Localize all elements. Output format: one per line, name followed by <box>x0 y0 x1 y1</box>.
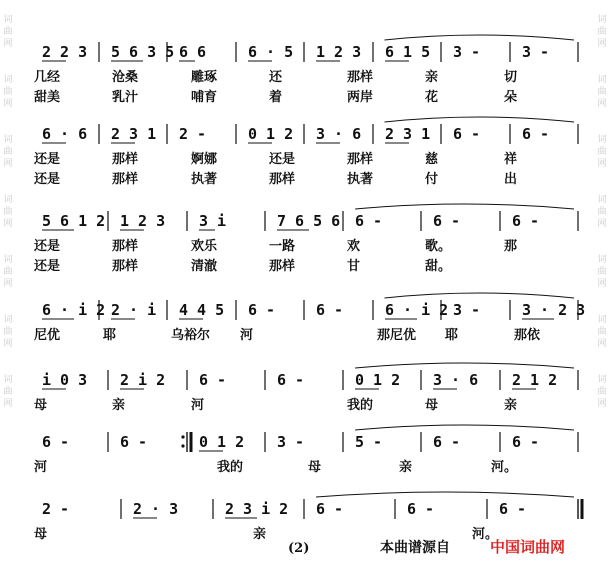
lyric-segment: 执著 <box>347 172 374 187</box>
repeat-dot <box>181 435 184 438</box>
watermark-char: 词 <box>597 15 607 25</box>
slur-arc <box>385 117 575 122</box>
measure-notes: 2 3 1 <box>111 125 157 143</box>
measure-notes: 3 i <box>199 212 227 230</box>
watermark-char: 曲 <box>597 327 607 337</box>
notation-row <box>34 209 582 231</box>
lyric-line <box>34 255 582 273</box>
watermark-group <box>0 314 16 350</box>
measure-notes: 2 3 i 2 <box>225 500 289 518</box>
lyric-segment: 乳汁 <box>112 90 139 105</box>
measure-notes: 2 - <box>179 125 207 143</box>
watermark-char: 网 <box>597 339 607 349</box>
notation-row <box>34 368 582 390</box>
slur-arc <box>355 363 574 368</box>
measure-notes: 5 - <box>355 433 383 451</box>
notation-row <box>34 298 586 320</box>
lyric-segment: 雕琢 <box>191 70 218 85</box>
lyric-line <box>34 168 582 186</box>
lyric-segment: 那样 <box>112 259 139 274</box>
lyric-segment: 尼优 <box>34 328 61 343</box>
measure-notes: 5 6 3 5 <box>111 43 175 61</box>
lyric-segment: 还是 <box>34 172 61 187</box>
lyric-segment: 那依 <box>514 328 541 343</box>
lyric-segment: 欢乐 <box>191 239 218 254</box>
lyric-segment: 亲 <box>425 70 439 85</box>
watermark-char: 曲 <box>3 147 13 157</box>
measure-notes: 6 · i 2 <box>385 301 449 319</box>
watermark-char: 词 <box>597 195 607 205</box>
measure-notes: 3 · 6 <box>316 125 362 143</box>
lyric-segment: 清澈 <box>191 259 218 274</box>
lyric-segment: 那样 <box>347 152 374 167</box>
watermark-char: 网 <box>3 39 13 49</box>
watermark-char: 词 <box>597 135 607 145</box>
lyric-segment: 慈 <box>425 152 439 167</box>
watermark-char: 词 <box>597 75 607 85</box>
watermark-char: 网 <box>3 159 13 169</box>
measure-notes: 6 - <box>199 371 227 389</box>
lyric-segment: 我的 <box>347 398 374 413</box>
watermark-left <box>0 0 16 582</box>
lyric-segment: 还是 <box>34 239 61 254</box>
lyric-segment: 付 <box>425 172 439 187</box>
measure-notes: 6 - <box>433 212 461 230</box>
measure-notes: 7 6 5 6 <box>277 212 341 230</box>
watermark-char: 曲 <box>3 27 13 37</box>
lyric-segment: 亲 <box>504 398 518 413</box>
watermark-char: 词 <box>3 15 13 25</box>
lyric-line <box>34 148 582 166</box>
watermark-char: 网 <box>597 159 607 169</box>
lyric-segment: 乌裕尔 <box>171 328 211 343</box>
watermark-char: 网 <box>597 219 607 229</box>
watermark-char: 曲 <box>597 207 607 217</box>
notation-svg <box>34 497 582 523</box>
measure-notes: 6 - <box>512 212 540 230</box>
measure-notes: 6 - <box>316 301 344 319</box>
watermark-char: 词 <box>3 135 13 145</box>
measure-notes: 2 - <box>42 500 70 518</box>
lyric-segment: 甜。 <box>425 259 452 274</box>
measure-notes: 5 6 1 2 <box>42 212 106 230</box>
lyric-line <box>34 66 582 84</box>
lyric-segment: 那样 <box>112 152 139 167</box>
measure-notes: 3 - <box>522 43 550 61</box>
measure-notes: i 0 3 <box>42 371 88 389</box>
lyric-segment: 河。 <box>491 460 518 475</box>
measure-notes: 2 · 3 <box>133 500 179 518</box>
notation-svg <box>34 430 582 456</box>
watermark-group <box>0 374 16 410</box>
lyric-segment: 朵 <box>504 90 518 105</box>
notation-svg <box>34 298 586 324</box>
lyric-segment: 还 <box>269 70 283 85</box>
lyric-segment: 那 <box>504 239 518 254</box>
measure-notes: 6 - <box>453 125 481 143</box>
measure-notes: 6 6 <box>179 43 207 61</box>
watermark-group <box>0 14 16 50</box>
lyric-segment: 欢 <box>347 239 361 254</box>
lyric-line <box>34 394 582 412</box>
lyric-segment: 还是 <box>269 152 296 167</box>
measure-notes: 3 - <box>453 301 481 319</box>
watermark-char: 词 <box>597 255 607 265</box>
lyric-segment: 两岸 <box>347 90 374 105</box>
lyric-segment: 歌。 <box>425 239 452 254</box>
measure-notes: 4 4 5 <box>179 301 225 319</box>
watermark-char: 曲 <box>3 87 13 97</box>
watermark-char: 网 <box>3 339 13 349</box>
measure-notes: 1 2 3 <box>120 212 166 230</box>
measure-notes: 0 1 2 <box>199 433 245 451</box>
slur-arc <box>355 204 574 209</box>
repeat-dot <box>181 444 184 447</box>
measure-notes: 6 - <box>355 212 383 230</box>
watermark-char: 词 <box>597 375 607 385</box>
lyric-segment: 母 <box>308 460 322 475</box>
measure-notes: 6 - <box>407 500 435 518</box>
watermark-char: 曲 <box>3 327 13 337</box>
lyric-line <box>34 324 582 342</box>
page-number: (2) <box>288 541 310 556</box>
lyric-line <box>34 456 582 474</box>
notation-svg <box>34 209 582 235</box>
measure-notes: 2 · i <box>111 301 157 319</box>
watermark-group <box>0 254 16 290</box>
watermark-char: 词 <box>3 315 13 325</box>
measure-notes: 6 · 6 <box>42 125 88 143</box>
watermark-group <box>594 74 610 110</box>
notation-svg <box>34 368 582 394</box>
lyric-segment: 河 <box>34 460 48 475</box>
watermark-char: 曲 <box>3 267 13 277</box>
measure-notes: 0 1 2 <box>355 371 401 389</box>
watermark-char: 网 <box>597 279 607 289</box>
watermark-group <box>594 194 610 230</box>
lyric-segment: 河 <box>240 328 254 343</box>
watermark-char: 网 <box>597 399 607 409</box>
lyric-segment: 执著 <box>191 172 218 187</box>
lyric-segment: 母 <box>425 398 439 413</box>
watermark-right <box>594 0 610 582</box>
lyric-segment: 那样 <box>112 172 139 187</box>
watermark-char: 曲 <box>597 387 607 397</box>
watermark-group <box>594 314 610 350</box>
lyric-segment: 那样 <box>112 239 139 254</box>
slur-arc <box>316 492 574 497</box>
watermark-group <box>594 134 610 170</box>
watermark-char: 网 <box>3 279 13 289</box>
lyric-segment: 那样 <box>347 70 374 85</box>
lyric-segment: 沧桑 <box>112 70 139 85</box>
watermark-group <box>0 74 16 110</box>
watermark-char: 曲 <box>597 27 607 37</box>
measure-notes: 6 1 5 <box>385 43 431 61</box>
measure-notes: 6 · i 2 <box>42 301 106 319</box>
watermark-char: 词 <box>3 255 13 265</box>
measure-notes: 0 1 2 <box>248 125 294 143</box>
notation-row <box>34 430 582 452</box>
measure-notes: 6 - <box>433 433 461 451</box>
measure-notes: 3 · 6 <box>433 371 479 389</box>
watermark-char: 网 <box>597 99 607 109</box>
lyric-segment: 那样 <box>269 172 296 187</box>
measure-notes: 6 - <box>522 125 550 143</box>
lyric-segment: 祥 <box>504 152 518 167</box>
lyric-segment: 那尼优 <box>377 328 417 343</box>
watermark-char: 曲 <box>597 147 607 157</box>
lyric-segment: 耶 <box>103 328 117 343</box>
lyric-segment: 母 <box>34 398 48 413</box>
lyric-segment: 甘 <box>347 259 361 274</box>
lyric-segment: 母 <box>34 527 48 542</box>
watermark-char: 网 <box>3 399 13 409</box>
notation-svg <box>34 40 582 66</box>
measure-notes: 6 - <box>120 433 148 451</box>
measure-notes: 3 · 2 3 <box>522 301 586 319</box>
slur-arc <box>355 425 574 430</box>
measure-notes: 1 2 3 <box>316 43 362 61</box>
measure-notes: 2 3 1 <box>385 125 431 143</box>
slur-arc <box>385 293 575 298</box>
lyric-segment: 切 <box>504 70 518 85</box>
lyric-segment: 亲 <box>399 460 413 475</box>
watermark-char: 曲 <box>3 387 13 397</box>
watermark-char: 词 <box>3 195 13 205</box>
lyric-segment: 花 <box>425 90 439 105</box>
lyric-segment: 还是 <box>34 152 61 167</box>
measure-notes: 2 1 2 <box>512 371 558 389</box>
watermark-char: 曲 <box>597 267 607 277</box>
lyric-line <box>34 235 582 253</box>
watermark-char: 网 <box>3 219 13 229</box>
notation-row <box>34 497 582 519</box>
lyric-segment: 亲 <box>112 398 126 413</box>
watermark-char: 词 <box>597 315 607 325</box>
slur-arc <box>385 35 575 40</box>
measure-notes: 3 - <box>277 433 305 451</box>
watermark-group <box>0 194 16 230</box>
lyric-segment: 着 <box>269 90 283 105</box>
watermark-char: 网 <box>597 39 607 49</box>
watermark-char: 词 <box>3 75 13 85</box>
lyric-segment: 我的 <box>217 460 244 475</box>
measure-notes: 6 - <box>248 301 276 319</box>
lyric-segment: 河。 <box>472 527 499 542</box>
watermark-char: 词 <box>3 375 13 385</box>
watermark-char: 曲 <box>3 207 13 217</box>
measure-notes: 6 · 5 <box>248 43 294 61</box>
watermark-group <box>594 254 610 290</box>
watermark-group <box>0 134 16 170</box>
lyric-line <box>34 86 582 104</box>
watermark-char: 曲 <box>597 87 607 97</box>
measure-notes: 2 2 3 <box>42 43 88 61</box>
measure-notes: 6 - <box>277 371 305 389</box>
measure-notes: 6 - <box>512 433 540 451</box>
measure-notes: 6 - <box>316 500 344 518</box>
measure-notes: 3 - <box>453 43 481 61</box>
lyric-segment: 还是 <box>34 259 61 274</box>
lyric-segment: 那样 <box>269 259 296 274</box>
lyric-segment: 几经 <box>34 70 61 85</box>
watermark-char: 网 <box>3 99 13 109</box>
notation-row <box>34 122 582 144</box>
source-note: 本曲谱源自 <box>380 540 450 556</box>
lyric-segment: 出 <box>504 172 518 187</box>
lyric-segment: 一路 <box>269 239 296 254</box>
site-name: 中国词曲网 <box>490 538 566 556</box>
measure-notes: 6 - <box>42 433 70 451</box>
lyric-segment: 亲 <box>253 527 267 542</box>
notation-svg <box>34 122 582 148</box>
watermark-group <box>594 374 610 410</box>
measure-notes: 6 - <box>499 500 527 518</box>
watermark-group <box>594 14 610 50</box>
lyric-segment: 甜美 <box>34 90 61 105</box>
notation-row <box>34 40 582 62</box>
lyric-segment: 耶 <box>445 328 459 343</box>
lyric-segment: 哺育 <box>191 90 218 105</box>
lyric-segment: 婀娜 <box>191 152 218 167</box>
lyric-segment: 河 <box>191 398 205 413</box>
measure-notes: 2 i 2 <box>120 371 166 389</box>
